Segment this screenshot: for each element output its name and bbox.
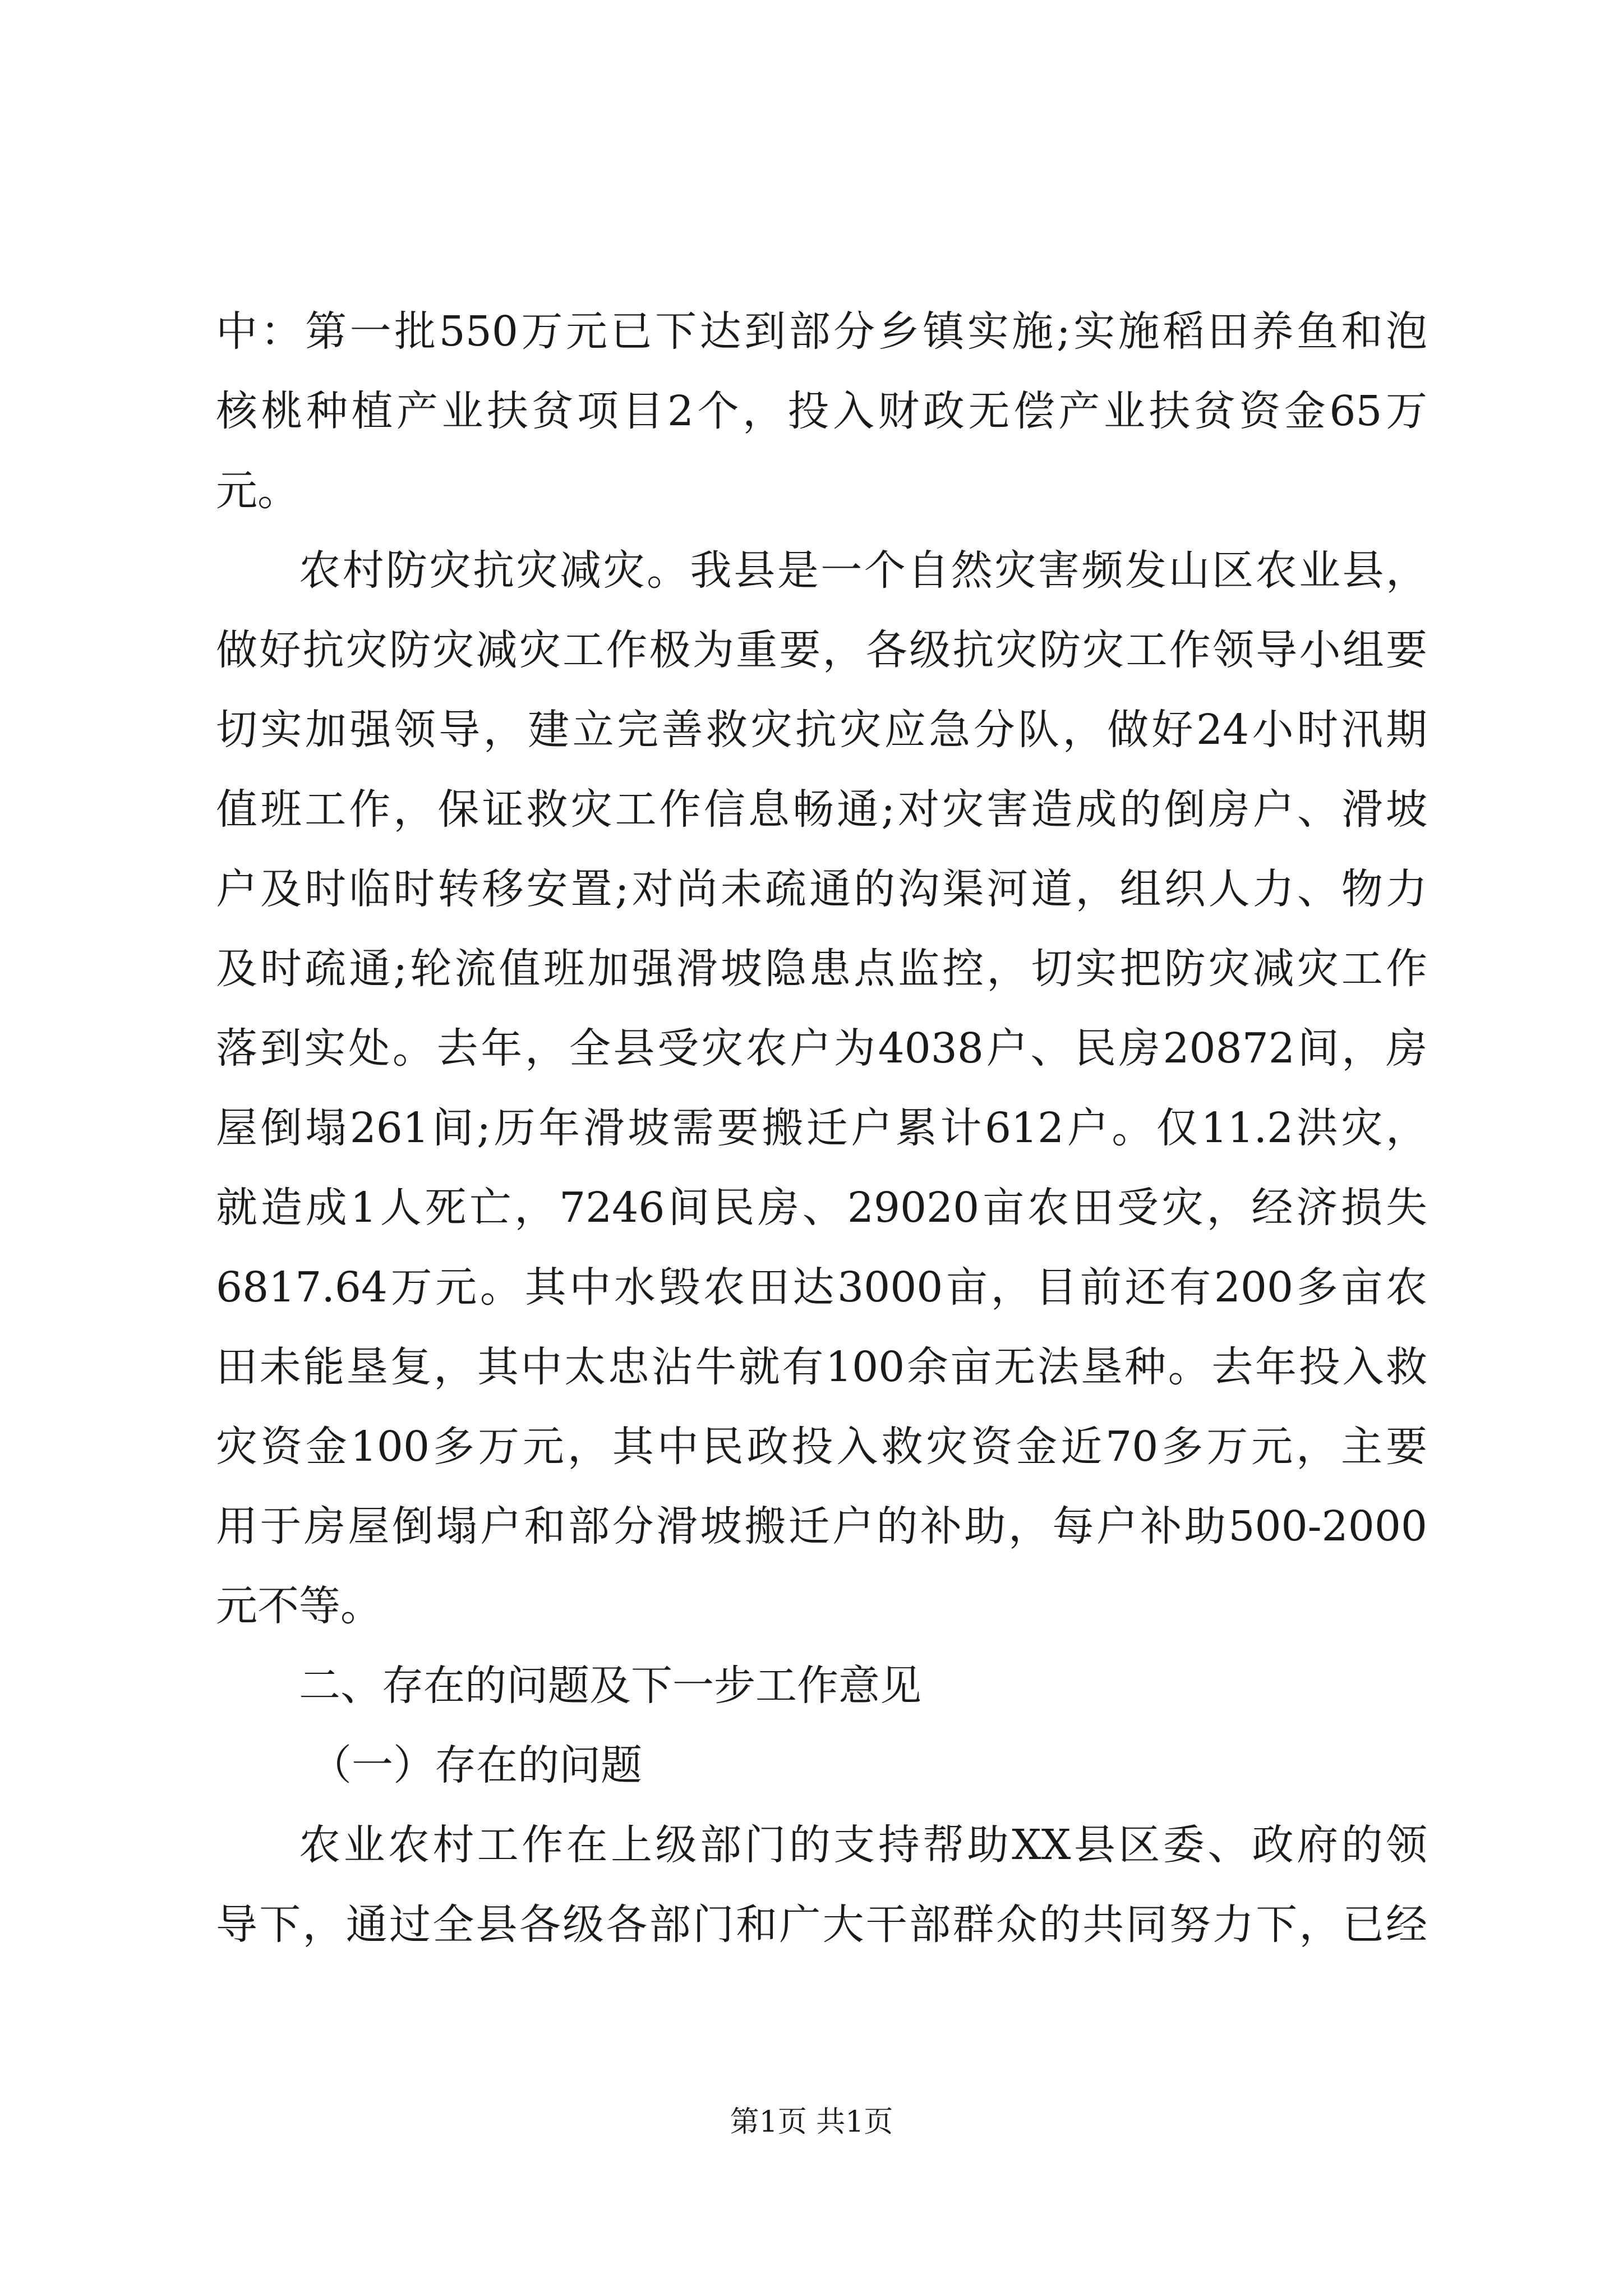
body-line-8: 户及时临时转移安置;对尚未疏通的沟渠河道，组织人力、物力: [216, 865, 1427, 913]
document-body: [216, 292, 1427, 1964]
body-line-12: 就造成1人死亡，7246间民房、29020亩农田受灾，经济损失: [216, 1184, 1427, 1232]
page-number-footer: 第1页 共1页: [730, 2105, 893, 2139]
body-line-16: 用于房屋倒塌户和部分滑坡搬迁户的补助，每户补助500-2000: [216, 1502, 1427, 1550]
section-heading: 二、存在的问题及下一步工作意见: [299, 1662, 921, 1710]
body-line-7: 值班工作，保证救灾工作信息畅通;对灾害造成的倒房户、滑坡: [216, 785, 1427, 834]
body-line-15: 灾资金100多万元，其中民政投入救灾资金近70多万元，主要: [216, 1423, 1427, 1471]
body-line-13: 6817.64万元。其中水毁农田达3000亩，目前还有200多亩农: [216, 1263, 1427, 1312]
body-line-21: 导下，通过全县各级各部门和广大干部群众的共同努力下，已经: [216, 1901, 1427, 1949]
body-line-11: 屋倒塌261间;历年滑坡需要搬迁户累计612户。仅11.2洪灾，: [216, 1104, 1427, 1152]
body-line-4: 农村防灾抗灾减灾。我县是一个自然灾害频发山区农业县，: [299, 546, 1427, 595]
body-line-9: 及时疏通;轮流值班加强滑坡隐患点监控，切实把防灾减灾工作: [216, 945, 1427, 993]
body-line-2: 核桃种植产业扶贫项目2个，投入财政无偿产业扶贫资金65万: [216, 387, 1427, 435]
body-line-10: 落到实处。去年，全县受灾农户为4038户、民房20872间，房: [216, 1024, 1427, 1073]
body-line-14: 田未能垦复，其中太忠沾牛就有100余亩无法垦种。去年投入救: [216, 1343, 1427, 1391]
body-line-3: 元。: [216, 467, 299, 515]
subsection-heading: （一）存在的问题: [310, 1741, 642, 1789]
body-line-5: 做好抗灾防灾减灾工作极为重要，各级抗灾防灾工作领导小组要: [216, 626, 1427, 674]
body-line-1: 中：第一批550万元已下达到部分乡镇实施;实施稻田养鱼和泡: [216, 307, 1427, 356]
body-line-20: 农业农村工作在上级部门的支持帮助XX县区委、政府的领: [299, 1821, 1427, 1869]
body-line-17: 元不等。: [216, 1582, 382, 1630]
body-line-6: 切实加强领导，建立完善救灾抗灾应急分队，做好24小时汛期: [216, 706, 1427, 754]
